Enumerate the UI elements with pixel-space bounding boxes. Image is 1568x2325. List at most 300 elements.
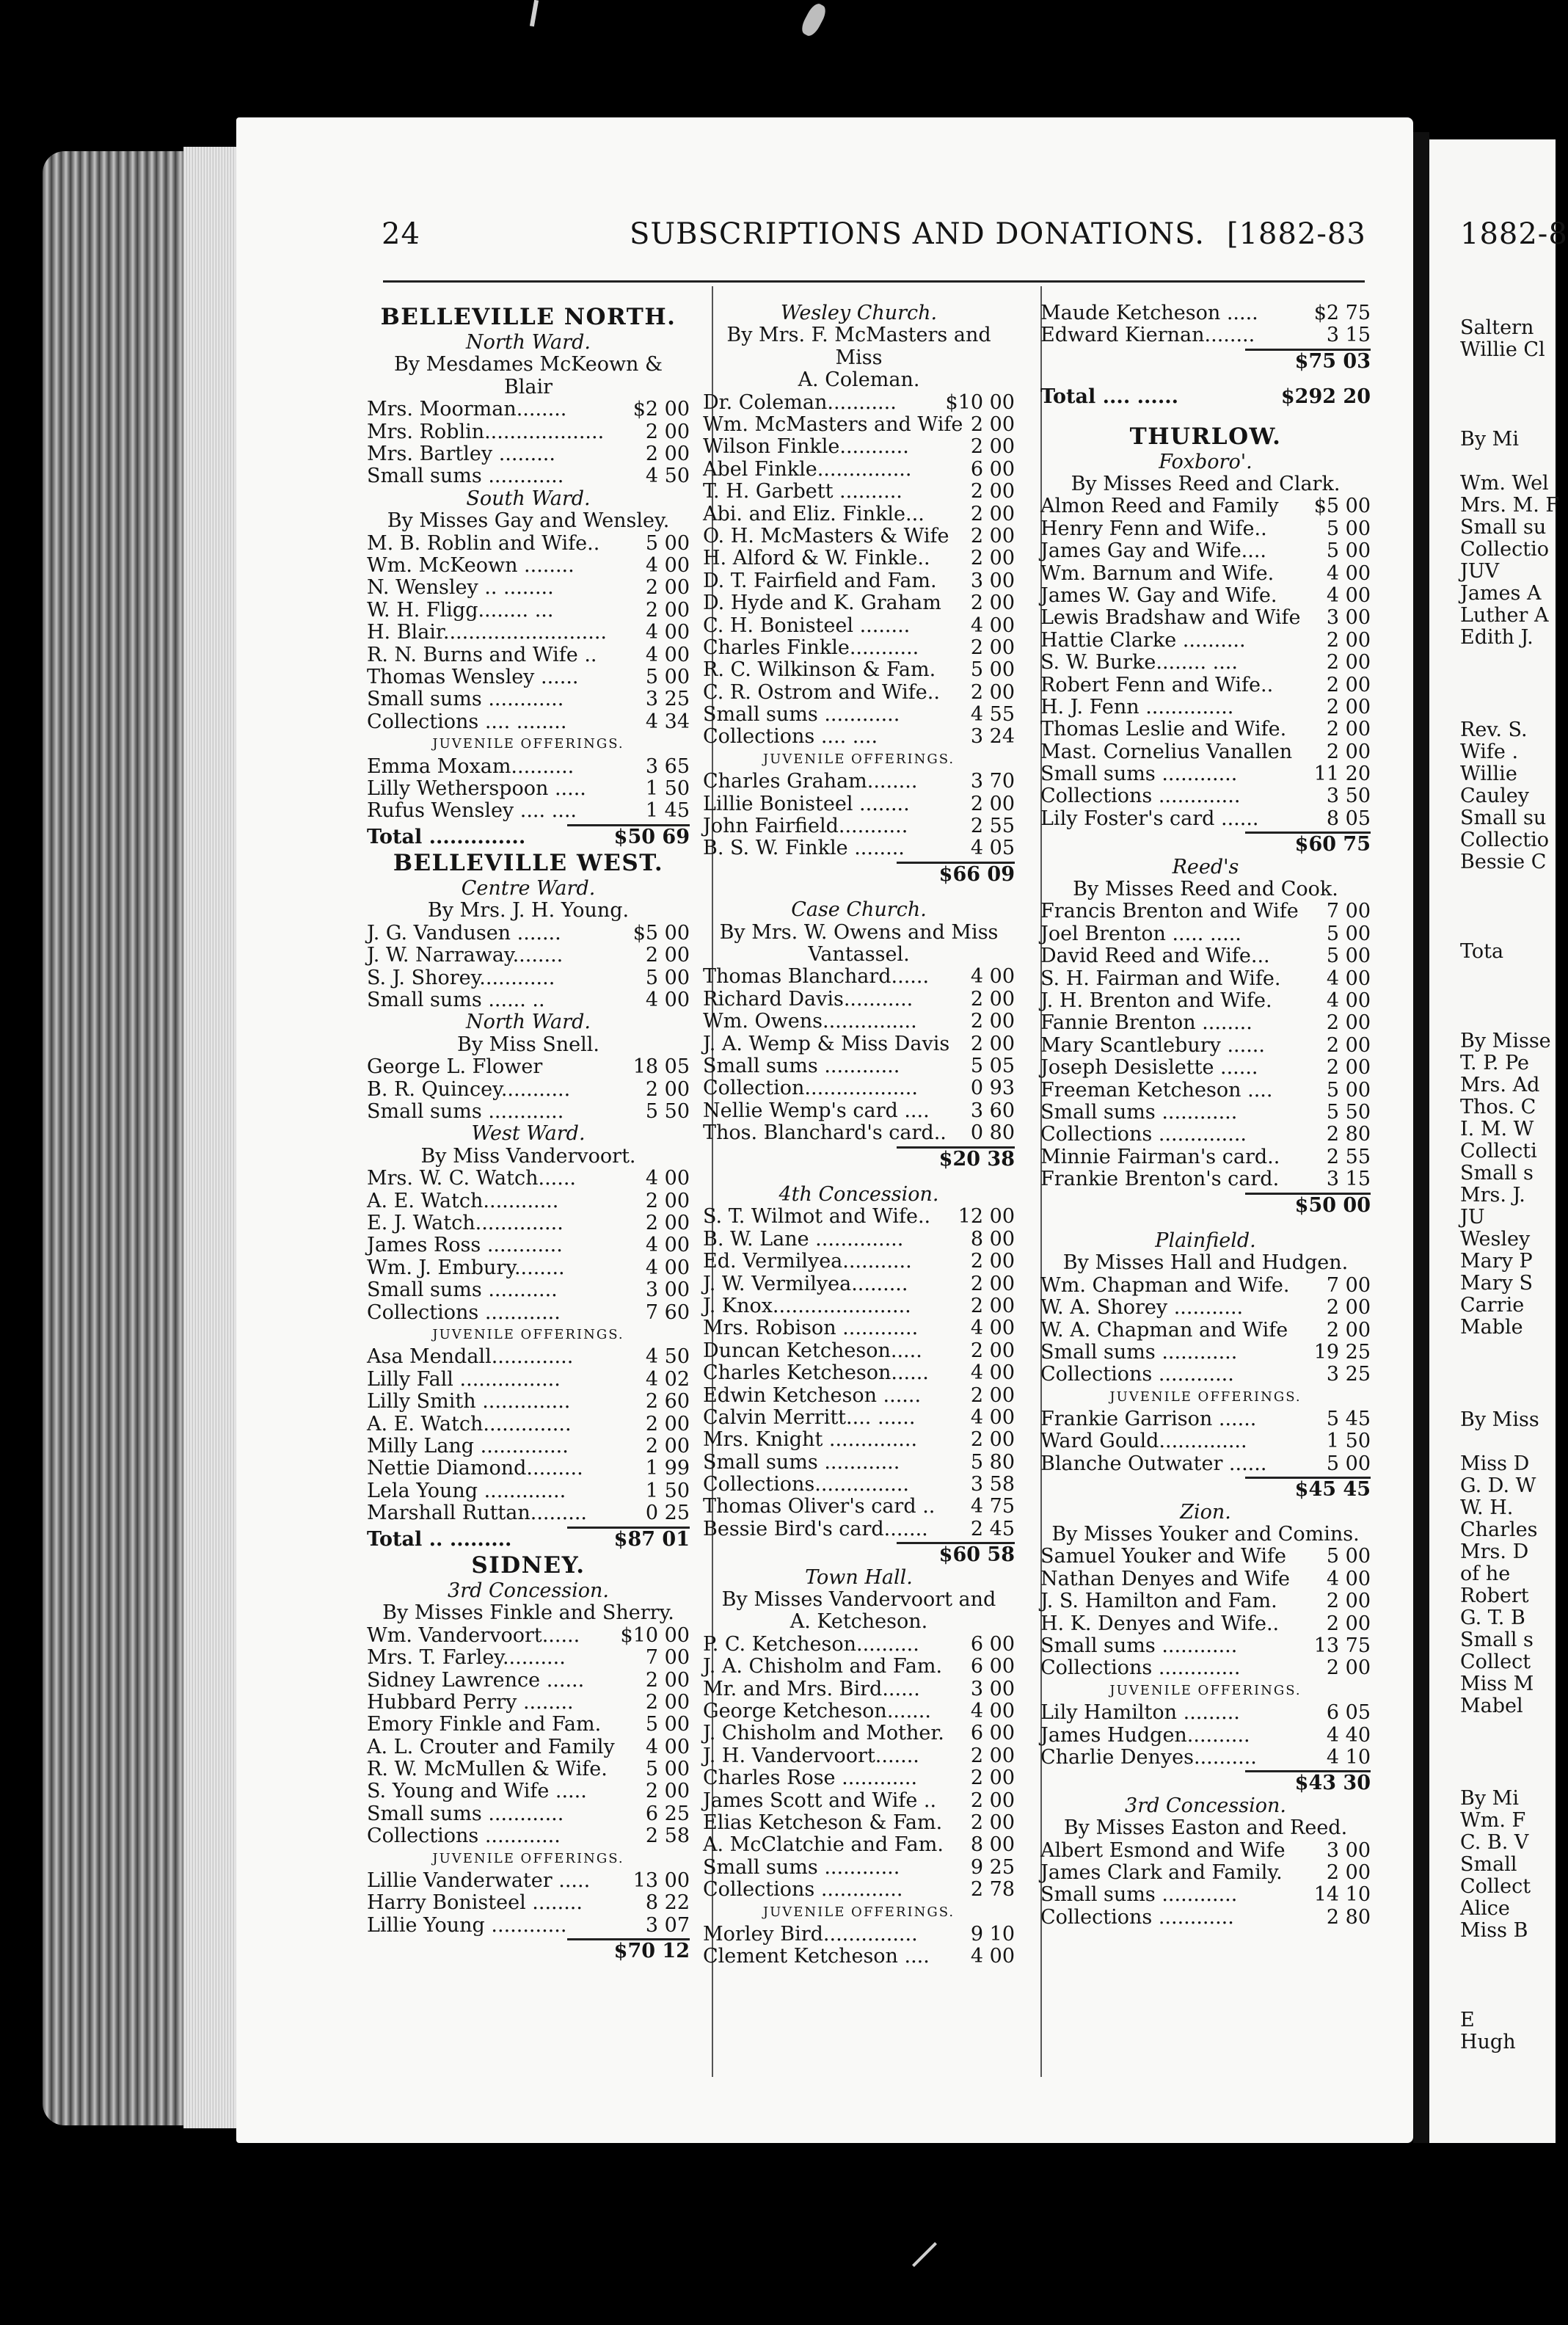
amount: 3 00 <box>1326 606 1371 630</box>
amount: 19 25 <box>1313 1340 1371 1364</box>
donor-name: Calvin Merritt.... ...... <box>703 1405 916 1429</box>
amount: 2 00 <box>970 1272 1015 1295</box>
amount: 4 00 <box>1326 561 1371 585</box>
amount: 7 00 <box>645 1646 690 1670</box>
amount: 2 00 <box>970 1428 1015 1452</box>
amount: 2 00 <box>1326 628 1371 652</box>
donor-name: Asa Mendall............. <box>367 1345 574 1369</box>
donor-row <box>703 1745 1015 1767</box>
donor-name: B. S. W. Finkle ........ <box>703 837 905 860</box>
amount: 5 00 <box>970 658 1015 682</box>
amount: 2 00 <box>970 1294 1015 1317</box>
total-label <box>703 864 935 886</box>
amount: 3 00 <box>645 1278 690 1302</box>
amount: 8 00 <box>970 1833 1015 1857</box>
collectors-line: By Misses Youker and Comins. <box>1051 1523 1360 1546</box>
donor-name: Mr. and Mrs. Bird...... <box>703 1677 920 1700</box>
donor-name: Clement Ketcheson .... <box>703 1945 930 1968</box>
amount: 8 05 <box>1326 807 1371 830</box>
donor-row <box>367 1212 690 1234</box>
subsection-title: West Ward. <box>471 1122 586 1146</box>
amount: 4 00 <box>970 1361 1015 1385</box>
donor-row <box>1040 808 1371 830</box>
amount: 5 00 <box>1326 922 1371 945</box>
collectors-line: By Misses Gay and Wensley. <box>387 509 670 533</box>
total-row <box>367 1940 690 1962</box>
donor-name: Wm. McMasters and Wife <box>703 413 963 437</box>
donor-name: Thomas Wensley ...... <box>367 665 579 688</box>
donor-name: Lilly Fall ................ <box>367 1367 561 1391</box>
cut-off-text: Miss M <box>1460 1673 1534 1695</box>
donor-name: Collections ............. <box>1040 1656 1241 1680</box>
amount: 9 25 <box>970 1855 1015 1879</box>
donor-name: Duncan Ketcheson..... <box>703 1339 922 1362</box>
section-heading: BELLEVILLE WEST. <box>393 850 664 877</box>
donor-row <box>1040 1568 1371 1590</box>
amount: 6 00 <box>970 1655 1015 1678</box>
donor-row <box>703 592 1015 614</box>
amount: 2 00 <box>1326 1612 1371 1635</box>
collectors-line: By Misses Vandervoort and <box>721 1588 996 1612</box>
donor-name: Collections............... <box>703 1473 910 1496</box>
amount: 2 00 <box>645 1412 690 1436</box>
donor-row <box>703 1429 1015 1451</box>
total-label <box>367 1940 610 1962</box>
amount: 2 58 <box>645 1824 690 1848</box>
amount: 2 00 <box>970 636 1015 659</box>
amount: 2 00 <box>970 1811 1015 1834</box>
amount: 5 00 <box>1326 517 1371 540</box>
amount: 3 25 <box>645 688 690 711</box>
amount: 2 00 <box>1326 1318 1371 1342</box>
amount: 1 50 <box>645 1479 690 1502</box>
total-label: Total .. ......... <box>367 1527 512 1551</box>
amount: $10 00 <box>945 390 1015 414</box>
donor-name: Wm. Barnum and Wife. <box>1040 561 1275 585</box>
donor-name: Emory Finkle and Fam. <box>367 1713 602 1736</box>
amount: 2 00 <box>645 1077 690 1101</box>
donor-name: George L. Flower <box>367 1055 543 1079</box>
cut-off-text: Willie Cl <box>1460 338 1545 361</box>
donor-row <box>703 704 1015 726</box>
cut-off-text: Mary S <box>1460 1272 1533 1295</box>
donor-name: Mast. Cornelius Vanallen <box>1040 740 1293 763</box>
donor-row <box>1040 607 1371 629</box>
collectors-line: By Misses Finkle and Sherry. <box>382 1601 674 1625</box>
donor-row <box>1040 741 1371 763</box>
donor-name: B. R. Quincey........... <box>367 1077 571 1101</box>
donor-row <box>703 1011 1015 1033</box>
amount: 4 55 <box>970 703 1015 727</box>
amount: $50 69 <box>613 825 690 848</box>
donor-name: Abel Finkle............... <box>703 457 912 481</box>
amount: 2 00 <box>1326 651 1371 674</box>
cut-off-text: Saltern <box>1460 316 1534 339</box>
donor-name: Rufus Wensley .... .... <box>367 799 577 823</box>
donor-name: J. H. Vandervoort....... <box>703 1744 919 1767</box>
donor-row <box>367 465 690 487</box>
amount: 5 00 <box>645 1713 690 1736</box>
donor-name: Small sums ............ <box>1040 1634 1238 1658</box>
donor-row <box>367 1079 690 1101</box>
amount: 2 78 <box>970 1878 1015 1902</box>
cut-off-text: By Mi <box>1460 428 1519 451</box>
amount: 5 45 <box>1326 1408 1371 1431</box>
donor-row <box>1040 1124 1371 1146</box>
amount: 1 45 <box>645 799 690 823</box>
cut-off-text: Small su <box>1460 516 1547 539</box>
donor-name: James Clark and Family. <box>1040 1860 1283 1884</box>
cut-off-text: C. B. V <box>1460 1831 1529 1854</box>
cut-off-text: By Misse <box>1460 1030 1551 1052</box>
donor-row <box>367 1346 690 1368</box>
amount: 0 25 <box>645 1502 690 1525</box>
donor-row <box>703 1946 1015 1968</box>
donor-row <box>703 1767 1015 1789</box>
subsection-title: Case Church. <box>791 898 927 922</box>
collectors-line: Vantassel. <box>808 943 910 967</box>
subsection-title: North Ward. <box>466 1011 591 1034</box>
amount: 4 05 <box>970 837 1015 860</box>
donor-name: J. A. Wemp & Miss Davis <box>703 1032 950 1055</box>
donor-row <box>367 1870 690 1892</box>
amount: 5 00 <box>1326 1078 1371 1102</box>
donor-name: Small sums ............ <box>367 1100 564 1124</box>
donor-row <box>703 1295 1015 1317</box>
donor-row <box>367 923 690 945</box>
amount: $292 20 <box>1280 385 1371 409</box>
amount: 2 00 <box>970 502 1015 525</box>
donor-name: Sidney Lawrence ...... <box>367 1668 585 1692</box>
donor-row <box>1040 1364 1371 1386</box>
subsection-title: Wesley Church. <box>780 302 938 324</box>
amount: 4 00 <box>645 989 690 1012</box>
donor-row <box>367 756 690 778</box>
donor-name: Francis Brenton and Wife <box>1040 900 1299 923</box>
amount: 5 50 <box>1326 1100 1371 1124</box>
donor-row <box>703 1634 1015 1656</box>
donor-row <box>367 711 690 733</box>
total-row <box>1040 1479 1371 1501</box>
donor-row <box>703 1362 1015 1384</box>
cut-off-text: Alice <box>1460 1897 1510 1920</box>
total-row <box>367 1529 690 1551</box>
amount: 2 00 <box>645 576 690 600</box>
donor-name: Wm. Chapman and Wife. <box>1040 1273 1290 1297</box>
donor-name: R. C. Wilkinson & Fam. <box>703 658 936 682</box>
amount: $50 00 <box>1294 1193 1371 1217</box>
subsection-title: Reed's <box>1172 855 1239 878</box>
donor-row <box>367 989 690 1011</box>
juvenile-offerings-label: JUVENILE OFFERINGS. <box>432 736 624 752</box>
donor-row <box>1040 674 1371 696</box>
donor-name: J. W. Narraway........ <box>367 944 564 967</box>
donor-row <box>703 989 1015 1011</box>
amount: 2 00 <box>1326 673 1371 696</box>
cut-off-text: Collectio <box>1460 538 1550 561</box>
amount: 3 25 <box>1326 1363 1371 1386</box>
subsection-title: 3rd Concession. <box>448 1579 609 1602</box>
juvenile-offerings-label: JUVENILE OFFERINGS. <box>762 1904 955 1920</box>
cut-off-text: JU <box>1460 1206 1485 1229</box>
collectors-line: By Misses Hall and Hudgen. <box>1062 1251 1349 1275</box>
donor-row <box>367 1436 690 1458</box>
donor-row <box>703 815 1015 837</box>
donor-row <box>367 1302 690 1324</box>
donor-name: Nellie Wemp's card .... <box>703 1099 930 1122</box>
donor-name: J. Chisholm and Mother. <box>703 1722 944 1745</box>
column-2 <box>703 302 1015 1968</box>
collectors-line: By Mesdames McKeown & Blair <box>393 353 663 399</box>
spacer <box>1040 1217 1371 1230</box>
donor-name: C. R. Ostrom and Wife.. <box>703 680 940 704</box>
donor-row <box>1040 1275 1371 1297</box>
donor-name: Thos. Blanchard's card.. <box>703 1121 947 1145</box>
amount: 13 00 <box>632 1869 690 1893</box>
donor-name: Small sums ...... .. <box>367 989 545 1012</box>
cut-off-text: Mable <box>1460 1316 1523 1339</box>
amount: 2 80 <box>1326 1905 1371 1929</box>
amount: 4 00 <box>970 1317 1015 1340</box>
donor-name: E. J. Watch.............. <box>367 1212 564 1235</box>
donor-name: Robert Fenn and Wife.. <box>1040 673 1274 696</box>
amount: 2 00 <box>970 1789 1015 1812</box>
juvenile-offerings-label: JUVENILE OFFERINGS. <box>432 1326 624 1342</box>
amount: 2 00 <box>970 1032 1015 1055</box>
collectors-line: By Misses Reed and Clark. <box>1071 472 1341 495</box>
donor-row <box>1040 1146 1371 1168</box>
cut-off-text: James A <box>1460 582 1542 605</box>
amount: 5 00 <box>645 665 690 688</box>
donor-row <box>1040 1725 1371 1747</box>
amount: 4 40 <box>1326 1723 1371 1747</box>
donor-row <box>703 547 1015 570</box>
donor-name: H. J. Fenn .............. <box>1040 695 1234 718</box>
donor-row <box>703 1122 1015 1144</box>
amount: 2 00 <box>970 1744 1015 1767</box>
donor-name: Harry Bonisteel ........ <box>367 1891 583 1915</box>
total-row <box>1040 1772 1371 1794</box>
amount: 4 00 <box>1326 967 1371 990</box>
donor-row <box>367 443 690 465</box>
cut-off-text: Collect <box>1460 1875 1531 1898</box>
total-row <box>367 826 690 848</box>
donor-row <box>703 503 1015 525</box>
cut-off-text: Small s <box>1460 1629 1534 1651</box>
donor-name: S. H. Fairman and Wife. <box>1040 967 1281 990</box>
amount: 3 00 <box>970 1677 1015 1700</box>
donor-name: Milly Lang .............. <box>367 1434 569 1458</box>
donor-row <box>367 577 690 599</box>
amount: 5 80 <box>970 1450 1015 1474</box>
donor-row <box>367 533 690 555</box>
donor-name: Wm. McKeown ........ <box>367 553 575 577</box>
amount: 1 50 <box>645 776 690 800</box>
amount: 2 00 <box>970 547 1015 570</box>
donor-row <box>367 1502 690 1524</box>
donor-row <box>1040 1342 1371 1364</box>
donor-row <box>1040 1613 1371 1635</box>
donor-row <box>703 837 1015 859</box>
donor-row <box>367 399 690 421</box>
donor-name: Hattie Clarke .......... <box>1040 628 1246 652</box>
donor-row <box>1040 1012 1371 1034</box>
cut-off-text: G. D. W <box>1460 1474 1536 1497</box>
donor-name: Hubbard Perry ........ <box>367 1690 574 1714</box>
donor-name: Mrs. Robison ............ <box>703 1317 919 1340</box>
amount: 2 00 <box>970 987 1015 1011</box>
collectors-line: By Mrs. W. Owens and Miss <box>719 920 999 944</box>
donor-row <box>703 1452 1015 1474</box>
amount: 4 00 <box>970 965 1015 989</box>
amount: 4 00 <box>1326 989 1371 1012</box>
collectors-line: By Miss Snell. <box>457 1033 599 1056</box>
donor-row <box>1040 652 1371 674</box>
amount: 5 00 <box>1326 1452 1371 1475</box>
donor-row <box>703 1678 1015 1700</box>
donor-row <box>1040 1080 1371 1102</box>
donor-name: Small sums ............ <box>367 1802 564 1825</box>
amount: 1 50 <box>1326 1430 1371 1453</box>
donor-row <box>703 1077 1015 1099</box>
donor-row <box>1040 1168 1371 1190</box>
donor-name: Small sums ............ <box>1040 1883 1238 1907</box>
donor-row <box>367 1257 690 1279</box>
donor-row <box>367 800 690 822</box>
amount: 3 50 <box>1326 785 1371 808</box>
amount: 0 80 <box>970 1121 1015 1145</box>
donor-name: J. G. Vandusen ....... <box>367 921 561 945</box>
donor-row <box>703 414 1015 436</box>
donor-name: Frankie Brenton's card. <box>1040 1168 1280 1191</box>
donor-name: Bessie Bird's card....... <box>703 1517 928 1540</box>
donor-name: Dr. Coleman........... <box>703 390 897 414</box>
donor-row <box>703 1273 1015 1295</box>
amount: 12 00 <box>958 1205 1015 1229</box>
scan-mark <box>912 2242 937 2267</box>
donor-row <box>703 1924 1015 1946</box>
scan-mark <box>530 0 539 26</box>
donor-name: S. W. Burke........ .... <box>1040 651 1238 674</box>
donor-row <box>1040 563 1371 585</box>
donor-row <box>367 1692 690 1714</box>
donor-row <box>1040 968 1371 990</box>
donor-row <box>1040 1297 1371 1319</box>
amount: 2 00 <box>645 443 690 465</box>
donor-row <box>1040 1840 1371 1862</box>
donor-row <box>703 1033 1015 1055</box>
donor-name: Ed. Vermilyea........... <box>703 1250 912 1273</box>
donor-name: R. W. McMullen & Wife. <box>367 1758 608 1781</box>
amount: 2 00 <box>970 1339 1015 1362</box>
amount: $20 38 <box>938 1147 1015 1171</box>
donor-name: Mrs. W. C. Watch...... <box>367 1167 576 1190</box>
subsection-title: South Ward. <box>466 487 591 510</box>
donor-name: Lilly Wetherspoon ..... <box>367 776 586 800</box>
cut-off-text: Small su <box>1460 807 1547 829</box>
subsection-title: 4th Concession. <box>778 1182 939 1206</box>
donor-name: C. H. Bonisteel ........ <box>703 614 911 637</box>
amount: 2 00 <box>645 1212 690 1235</box>
donor-row <box>367 1056 690 1078</box>
total-label <box>1040 1772 1291 1794</box>
spacer <box>1040 409 1371 422</box>
amount: 7 00 <box>1326 1273 1371 1297</box>
donor-row <box>1040 1035 1371 1057</box>
donor-row <box>703 793 1015 815</box>
donor-name: Collections ............ <box>367 1300 561 1324</box>
total-label <box>1040 1195 1291 1217</box>
donor-row <box>1040 540 1371 562</box>
donor-row <box>703 1879 1015 1901</box>
amount: 3 58 <box>970 1473 1015 1496</box>
donor-name: Wm. J. Embury........ <box>367 1256 565 1279</box>
amount: $75 03 <box>1294 349 1371 373</box>
amount: 4 02 <box>645 1367 690 1391</box>
donor-name: J. S. Hamilton and Fam. <box>1040 1590 1277 1613</box>
donor-name: Thomas Blanchard...... <box>703 965 930 989</box>
donor-row <box>703 1340 1015 1362</box>
amount: 6 00 <box>970 1722 1015 1745</box>
amount: 2 00 <box>970 435 1015 459</box>
cut-off-text: Collectio <box>1460 829 1550 851</box>
donor-row <box>1040 945 1371 967</box>
total-row <box>1040 1195 1371 1217</box>
donor-name: Small sums ............ <box>1040 1100 1238 1124</box>
donor-row <box>367 1413 690 1436</box>
donor-row <box>703 1100 1015 1122</box>
donor-row <box>367 945 690 967</box>
donor-row <box>1040 1453 1371 1475</box>
amount: $60 75 <box>1294 833 1371 856</box>
amount: 6 00 <box>970 1632 1015 1656</box>
amount: $10 00 <box>620 1623 690 1647</box>
amount: $87 01 <box>613 1527 690 1551</box>
donor-row <box>367 1369 690 1391</box>
donor-name: Samuel Youker and Wife <box>1040 1545 1286 1568</box>
book-gutter <box>1413 132 1429 2143</box>
donor-row <box>703 1700 1015 1722</box>
donor-row <box>1040 1320 1371 1342</box>
amount: 4 00 <box>1326 1567 1371 1590</box>
donor-row <box>703 615 1015 637</box>
amount: 7 00 <box>1326 900 1371 923</box>
donor-name: Collections ............. <box>703 1878 903 1902</box>
donor-row <box>367 666 690 688</box>
amount: 4 00 <box>645 643 690 666</box>
page-number: 24 <box>382 217 420 251</box>
donor-name: Small sums ............ <box>1040 1340 1238 1364</box>
donor-name: Small sums ............ <box>703 703 900 727</box>
donor-row <box>703 1790 1015 1812</box>
donor-name: Collections ............. <box>1040 785 1241 808</box>
donor-name: Mrs. Knight .............. <box>703 1428 918 1452</box>
donor-row <box>703 637 1015 659</box>
amount: 3 00 <box>970 569 1015 592</box>
donor-name: James Scott and Wife .. <box>703 1789 937 1812</box>
amount: 2 00 <box>645 1780 690 1803</box>
donor-row <box>367 1736 690 1758</box>
donor-name: Emma Moxam.......... <box>367 754 575 778</box>
amount: 18 05 <box>632 1055 690 1079</box>
donor-row <box>703 1407 1015 1429</box>
collectors-line: A. Ketcheson. <box>790 1610 928 1634</box>
donor-row <box>1040 785 1371 807</box>
amount: $70 12 <box>613 1940 690 1963</box>
donor-name: J. H. Brenton and Wife. <box>1040 989 1272 1012</box>
donor-row <box>1040 763 1371 785</box>
cut-off-text: I. M. W <box>1460 1118 1534 1140</box>
